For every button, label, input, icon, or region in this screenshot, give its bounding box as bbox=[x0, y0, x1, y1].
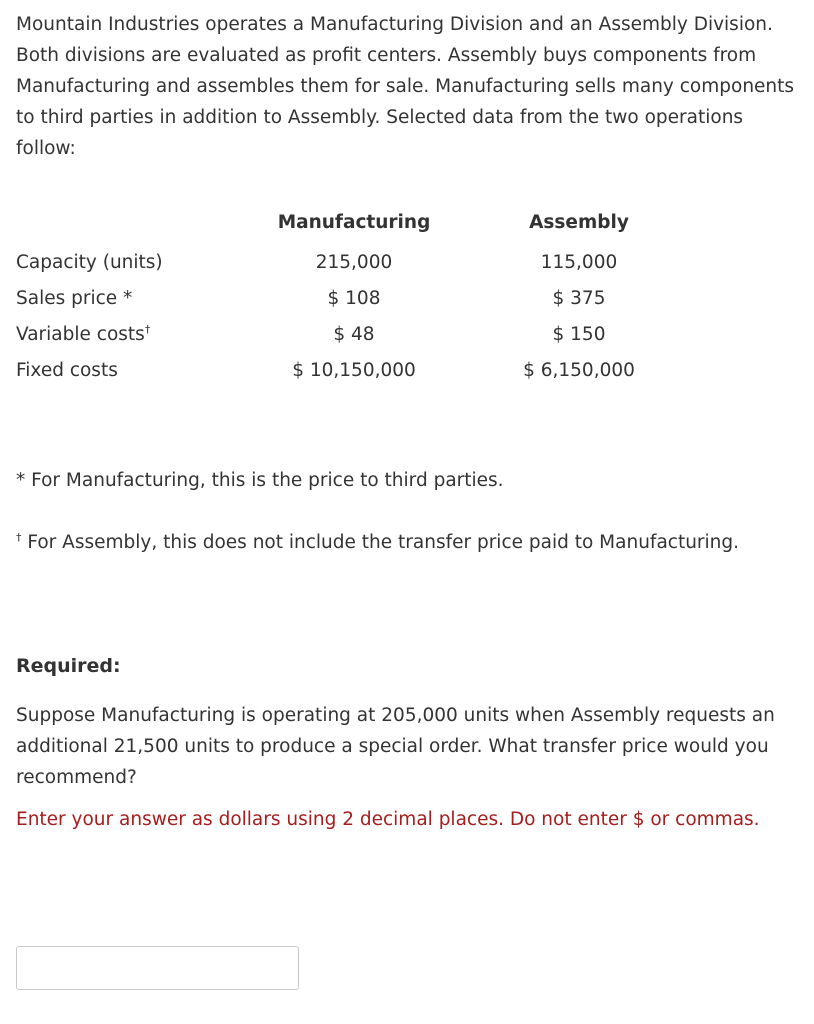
problem-intro: Mountain Industries operates a Manufacturing Division and an Assembly Division. Both divisions are evaluated as profit centers. Assembly buys components from Manufacturing and assembles them for sale. Manufacturing sells many components to third parties in addition to Assembly. Selected data from the two operations follow: bbox=[16, 14, 795, 159]
answer-instruction: Enter your answer as dollars using 2 decimal places. Do not enter $ or commas. bbox=[16, 809, 760, 830]
footnote-text: For Assembly, this does not include the transfer price paid to Manufacturing. bbox=[21, 532, 740, 553]
required-heading: Required: bbox=[16, 655, 121, 677]
manufacturing-value: $ 48 bbox=[333, 323, 375, 345]
footnote-asterisk bbox=[16, 470, 504, 491]
table-header-row bbox=[16, 212, 672, 244]
dagger-footnote-mark: † bbox=[144, 322, 151, 336]
asterisk-footnote-mark: * bbox=[117, 287, 133, 309]
manufacturing-value: $ 10,150,000 bbox=[292, 359, 416, 381]
assembly-value: $ 6,150,000 bbox=[523, 359, 635, 381]
assembly-value: 115,000 bbox=[540, 251, 618, 273]
table-row bbox=[16, 316, 672, 352]
header-blank bbox=[16, 212, 260, 244]
row-label: Capacity (units) bbox=[16, 251, 163, 273]
question-text: Suppose Manufacturing is operating at 205,000 units when Assembly requests an additional 21,500 units to produce a special order. What transfer price would you recommend? bbox=[16, 705, 775, 788]
table-row bbox=[16, 280, 672, 316]
division-data-table bbox=[16, 212, 672, 388]
footnote-mark: † bbox=[16, 530, 22, 544]
manufacturing-value: $ 108 bbox=[327, 287, 381, 309]
footnote-text: For Manufacturing, this is the price to third parties. bbox=[25, 470, 504, 491]
transfer-price-answer-input[interactable] bbox=[16, 946, 299, 990]
row-label: Variable costs bbox=[16, 323, 145, 345]
footnote-dagger bbox=[16, 532, 739, 553]
assembly-value: $ 375 bbox=[552, 287, 606, 309]
footnote-mark: * bbox=[16, 470, 26, 491]
manufacturing-value: 215,000 bbox=[315, 251, 393, 273]
header-assembly: Assembly bbox=[529, 212, 629, 233]
row-label: Fixed costs bbox=[16, 359, 118, 381]
header-manufacturing: Manufacturing bbox=[277, 212, 431, 233]
table-row bbox=[16, 244, 672, 280]
row-label: Sales price bbox=[16, 287, 118, 309]
table-row bbox=[16, 352, 672, 388]
assembly-value: $ 150 bbox=[552, 323, 606, 345]
